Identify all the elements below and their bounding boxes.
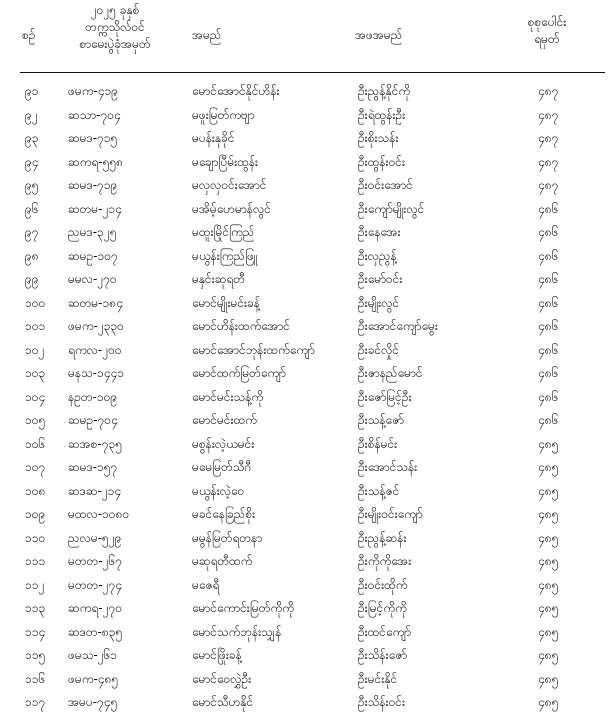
- cell-exam-number: ဆဒဆ-၂၁၄: [68, 483, 122, 498]
- cell-total-score: ၄၈၇: [538, 84, 559, 98]
- cell-father-name: ဦးမြင့်ကိုကို: [358, 601, 407, 615]
- table-row: [0, 386, 615, 410]
- cell-father-name: ဦးအောင်သန်း: [358, 460, 418, 474]
- table-row: [0, 362, 615, 386]
- cell-father-name: ဦးဇာနည်မောင်: [358, 366, 423, 380]
- table-row: [0, 151, 615, 175]
- cell-total-score: ၄၈၆: [538, 295, 559, 310]
- table-row: [0, 127, 615, 151]
- cell-no: ၁၀၄: [25, 389, 46, 404]
- cell-father-name: ဦးအောင်ကျော်မွေး: [358, 319, 438, 333]
- cell-exam-number: ညမဒ-၃၂၅: [68, 225, 117, 239]
- cell-exam-number: ဆမဒ-၇၁၅: [68, 131, 118, 145]
- cell-father-name: ဦးထွန်းဝင်း: [358, 154, 406, 169]
- cell-no: ၉၇: [25, 225, 39, 239]
- cell-name: မလှလှဝင်းအောင်: [192, 178, 267, 192]
- cell-father-name: ဦးသိန်းဝင်း: [358, 695, 406, 709]
- cell-name: မယွန်းလဲ့ဝေ: [192, 483, 245, 498]
- cell-total-score: ၄၈၇: [538, 107, 559, 122]
- cell-no: ၁၀၈: [25, 483, 46, 498]
- cell-no: ၁၀၅: [25, 413, 46, 427]
- cell-exam-number: ဆကရ-၂၇၀: [68, 601, 122, 615]
- cell-name: မောင်ဝေလွှဲဦး: [192, 671, 252, 686]
- cell-father-name: ဦးမော်ဝင်း: [358, 272, 403, 286]
- cell-no: ၉၃: [25, 131, 39, 145]
- cell-father-name: ဦးသန့်ဇော်: [358, 413, 405, 427]
- cell-total-score: ၄၈၆: [538, 319, 559, 333]
- cell-no: ၁၀၃: [25, 366, 46, 380]
- table-row: [0, 409, 615, 433]
- table-row: [0, 433, 615, 457]
- cell-name: မမွန်မြတ်ရတနာ: [192, 530, 263, 545]
- header-divider: [20, 72, 605, 73]
- cell-no: ၁၁၂: [25, 577, 45, 592]
- cell-exam-number: ညလမ-၅၂၉: [68, 530, 122, 545]
- cell-father-name: ဦးမျိုးဝင်းကျော်: [358, 507, 423, 521]
- table-row: [0, 456, 615, 480]
- header-exam-number: [55, 2, 175, 53]
- cell-father-name: ဦးကျော်မျိုးလွင်: [358, 201, 425, 216]
- cell-no: ၉၄: [25, 154, 39, 169]
- cell-exam-number: ဆမဒ-၁၅၇: [68, 460, 118, 474]
- cell-father-name: ဦးသန့်ဇင်: [358, 483, 400, 498]
- table-row: [0, 104, 615, 128]
- cell-name: မနှင်းဆုရတီ: [192, 272, 245, 286]
- cell-name: မဖူးမြတ်ကဗျာ: [192, 107, 255, 122]
- table-row: [0, 644, 615, 668]
- cell-no: ၉၈: [25, 248, 39, 263]
- cell-total-score: ၄၈၇: [538, 131, 559, 145]
- header-total-line2: ရမှတ်: [534, 32, 560, 46]
- cell-name: မခင်နေခြည်စိုး: [192, 507, 256, 521]
- cell-name: မောင်သက်ဘုန်းသျှန်: [192, 624, 282, 639]
- cell-no: ၁၀၉: [25, 507, 46, 521]
- cell-total-score: ၄၈၆: [538, 389, 559, 404]
- cell-father-name: ဦးစိန်မင်း: [358, 436, 398, 451]
- cell-exam-number: ဆတမ-၂၁၄: [68, 201, 122, 216]
- cell-name: မောင်မင်းသန့်ကို: [192, 389, 264, 404]
- cell-name: မောင်အောင်ဘုန်းထက်ကျော်: [192, 342, 315, 357]
- cell-total-score: ၄၈၆: [538, 248, 559, 263]
- table-body: [0, 80, 615, 715]
- cell-exam-number: ဆဒတ-၈၃၅: [68, 624, 123, 639]
- cell-father-name: ဦးစိုးသန်း: [358, 131, 399, 145]
- cell-no: ၁၁၇: [25, 695, 46, 709]
- cell-no: ၁၀၂: [25, 342, 45, 357]
- cell-total-score: ၄၈၅: [538, 530, 559, 545]
- cell-no: ၁၁၀: [25, 530, 46, 545]
- cell-total-score: ၄၈၆: [538, 366, 559, 380]
- cell-total-score: ၄၈၅: [538, 460, 559, 474]
- cell-name: မချောပြီမ်းထွန်း: [192, 154, 259, 169]
- cell-no: ၉၁: [25, 84, 39, 98]
- table-row: [0, 480, 615, 504]
- table-row: [0, 550, 615, 574]
- cell-name: မောင်အောင်နိုင်ဟိန်း: [192, 84, 280, 98]
- cell-total-score: ၄၈၆: [538, 225, 559, 239]
- header-father-name: အဖအမည်: [355, 28, 403, 42]
- cell-no: ၉၆: [25, 201, 39, 216]
- cell-total-score: ၄၈၅: [538, 671, 559, 686]
- table-row: [0, 245, 615, 269]
- table-row: [0, 174, 615, 198]
- cell-total-score: ၄၈၅: [538, 624, 559, 639]
- cell-total-score: ၄၈၆: [538, 413, 559, 427]
- table-row: [0, 527, 615, 551]
- cell-exam-number: ဆအစ-၇၃၅: [68, 436, 122, 451]
- table-row: [0, 315, 615, 339]
- header-exam-line3: စာမေးပွဲခုံအမှတ်: [79, 37, 151, 51]
- cell-exam-number: မတတ-၂၆၇: [68, 554, 122, 568]
- table-row: [0, 221, 615, 245]
- cell-total-score: ၄၈၅: [538, 577, 559, 592]
- cell-name: မမေမြတ်သီဂီ: [192, 460, 252, 474]
- cell-exam-number: မနသ-၁၄၄၁: [68, 366, 124, 380]
- cell-exam-number: ဆမဥ-၁၀၇: [68, 248, 118, 263]
- cell-exam-number: ဆမဥ-၇၀၄: [68, 413, 118, 427]
- cell-father-name: ဦးလှညွန့်: [358, 248, 397, 263]
- cell-no: ၁၁၃: [25, 601, 46, 615]
- header-total-line1: စုစုပေါင်း: [527, 15, 567, 29]
- table-row: [0, 691, 615, 715]
- cell-father-name: ဦးမျိုးလွင်: [358, 295, 400, 310]
- header-name: အမည်: [192, 28, 222, 42]
- cell-no: ၁၀၁: [25, 319, 46, 333]
- cell-father-name: ဦးမင်းနိုင်: [358, 671, 398, 686]
- cell-name: မဇေရီ: [192, 577, 220, 592]
- cell-father-name: ဦးသိန်းဇော်: [358, 648, 408, 662]
- cell-name: မောင်ဖြိုးခန့်: [192, 648, 242, 662]
- cell-no: ၁၀၆: [25, 436, 46, 451]
- cell-total-score: ၄၈၅: [538, 554, 559, 568]
- table-row: [0, 292, 615, 316]
- cell-father-name: ဦးနေအေး: [358, 225, 401, 239]
- cell-no: ၁၁၅: [25, 648, 46, 662]
- header-total-score: [502, 14, 592, 48]
- cell-total-score: ၄၈၅: [538, 436, 559, 451]
- cell-exam-number: ဆမဒ-၇၁၉: [68, 178, 118, 192]
- cell-total-score: ၄၈၇: [538, 154, 559, 169]
- cell-total-score: ၄၈၅: [538, 695, 559, 709]
- cell-exam-number: ဆကရ-၅၅၈: [68, 154, 123, 169]
- cell-father-name: ဦးညွန့်နိုင်ကို: [358, 84, 411, 98]
- cell-father-name: ဦးဇော်မြင့်ဦး: [358, 389, 412, 404]
- cell-exam-number: ဆသာ-၇၀၄: [68, 107, 121, 122]
- header-exam-line2: တက္ကသိုလ်ဝင်: [85, 20, 145, 34]
- header-exam-line1: ၂၀၂၅ ခုနှစ်: [90, 3, 140, 17]
- cell-father-name: ဦးကိုကိုအေး: [358, 554, 412, 568]
- cell-exam-number: ရကလ-၂၀၀: [68, 342, 122, 357]
- cell-father-name: ဦးခင်လှိုင်: [358, 342, 400, 357]
- cell-total-score: ၄၈၅: [538, 648, 559, 662]
- cell-exam-number: ဖမသ-၂၆၁: [68, 648, 118, 662]
- cell-name: မအိမ့်ဟေမာန်လွင်: [192, 201, 271, 216]
- cell-name: မောင်ကောင်းမြတ်ကိုကို: [192, 601, 294, 615]
- cell-father-name: ဦးရဲထွန်းဦး: [358, 107, 406, 122]
- cell-exam-number: နဥတ-၁၀၉: [68, 389, 118, 404]
- cell-father-name: ဦးညွန့်ဆန်း: [358, 530, 407, 545]
- cell-exam-number: အမပ-၇၄၅: [68, 695, 118, 709]
- cell-no: ၁၀၀: [25, 295, 46, 310]
- cell-exam-number: ဖမက-၄၈၅: [68, 671, 119, 686]
- table-row: [0, 198, 615, 222]
- cell-total-score: ၄၈၇: [538, 178, 559, 192]
- table-row: [0, 597, 615, 621]
- cell-total-score: ၄၈၅: [538, 601, 559, 615]
- table-header: [0, 0, 615, 72]
- cell-total-score: ၄၈၅: [538, 483, 559, 498]
- cell-name: မောင်ထက်မြတ်ကျော်: [192, 366, 286, 380]
- cell-exam-number: ဖမက-၄၁၉: [68, 84, 119, 98]
- table-row: [0, 668, 615, 692]
- cell-exam-number: မထလ-၁၀၈၀: [68, 507, 130, 521]
- cell-no: ၁၀၇: [25, 460, 46, 474]
- cell-name: မောင်ဟိန်းထက်အောင်: [192, 319, 290, 333]
- table-row: [0, 339, 615, 363]
- cell-no: ၉၂: [25, 107, 38, 122]
- table-row: [0, 503, 615, 527]
- cell-no: ၁၁၆: [25, 671, 46, 686]
- table-row: [0, 80, 615, 104]
- table-row: [0, 621, 615, 645]
- cell-exam-number: မတတ-၂၇၄: [68, 577, 122, 592]
- cell-name: မဆုရတီထက်: [192, 554, 253, 568]
- cell-no: ၉၅: [25, 178, 39, 192]
- cell-no: ၉၉: [25, 272, 39, 286]
- cell-total-score: ၄၈၅: [538, 507, 559, 521]
- cell-name: မစွန်းလဲ့ယမင်း: [192, 436, 255, 451]
- cell-total-score: ၄၈၆: [538, 272, 559, 286]
- table-row: [0, 574, 615, 598]
- cell-father-name: ဦးဝင်းထိုက်: [358, 577, 408, 592]
- cell-name: မောင်မင်းထက်: [192, 413, 257, 427]
- cell-total-score: ၄၈၆: [538, 342, 559, 357]
- cell-name: မပန်းနုခိုင်: [192, 131, 235, 145]
- cell-exam-number: မမလ-၂၇၀: [68, 272, 117, 286]
- cell-exam-number: ဆတမ-၁၈၄: [68, 295, 123, 310]
- cell-father-name: ဦးထင်ကျော်: [358, 624, 412, 639]
- cell-name: မယွန်းကြည်ဖြူ: [192, 248, 258, 263]
- cell-no: ၁၁၄: [25, 624, 46, 639]
- cell-father-name: ဦးဝင်းအောင်: [358, 178, 413, 192]
- header-no: စဉ်: [22, 28, 36, 42]
- cell-name: မောင်မျိုးမင်းခန့်: [192, 295, 261, 310]
- cell-exam-number: ဖမက-၂၃၃၀: [68, 319, 124, 333]
- cell-no: ၁၁၁: [25, 554, 46, 568]
- cell-name: မထူးမြိုင်ကြည်: [192, 225, 255, 239]
- cell-total-score: ၄၈၆: [538, 201, 559, 216]
- cell-name: မောင်သီဟနိုင်: [192, 695, 254, 709]
- table-row: [0, 268, 615, 292]
